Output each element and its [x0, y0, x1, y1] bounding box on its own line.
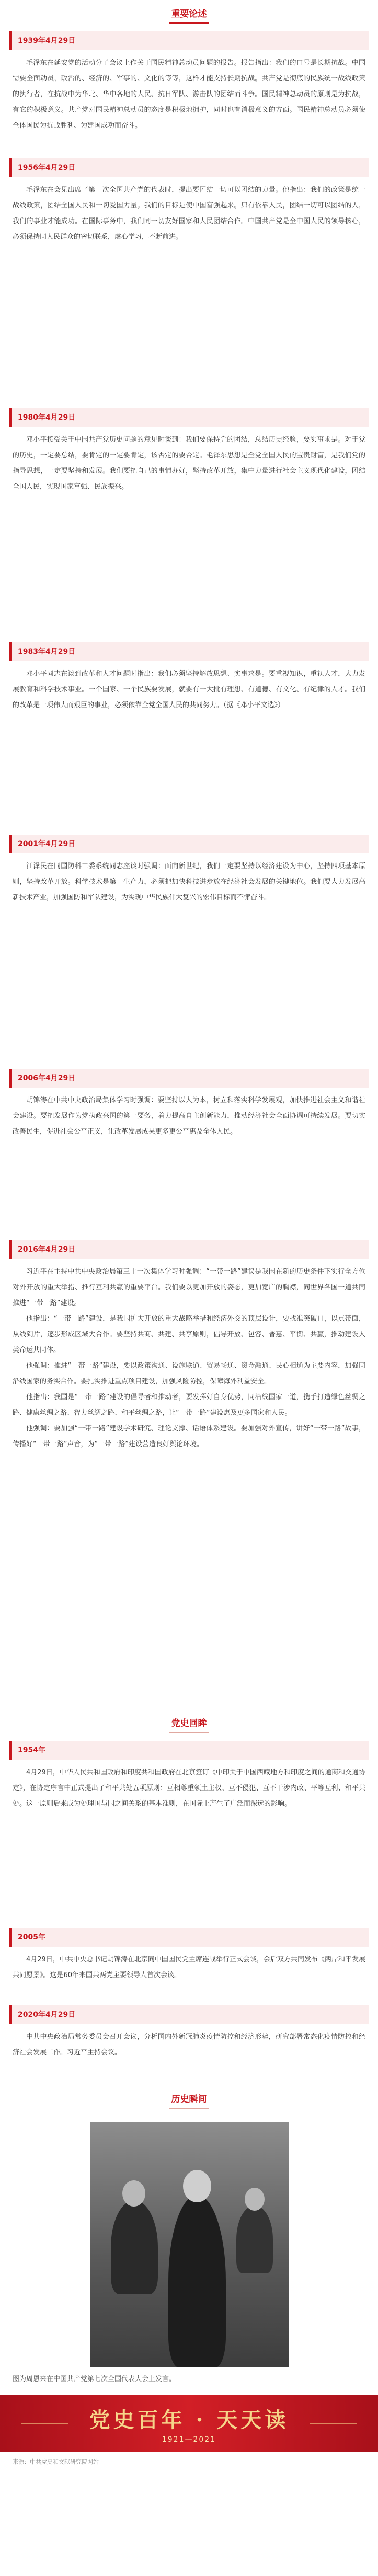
entry-date: 2006年4月29日 — [9, 1069, 369, 1088]
entry-date: 1956年4月29日 — [9, 158, 369, 177]
paragraph: 4月29日，中共中央总书记胡锦涛在北京同中国国民党主席连战举行正式会谈，会后双方共同发布《两岸和平发展共同愿景》。这是60年来国共两党主要领导人首次会谈。 — [13, 1956, 365, 1979]
photo-head-right — [245, 2188, 265, 2211]
entry-text — [13, 1952, 365, 1999]
entry-text — [13, 666, 365, 828]
entry-text — [13, 859, 365, 1062]
review-entry-1939 — [0, 31, 378, 152]
paragraph: 邓小平接受关于中国共产党历史问题的意见时谈到：我们要保持党的团结，总结历史经验，要实事求是。对于党的历史，一定要总结，要肯定的一定要肯定，该否定的要否定。毛泽东思想是全党全国人民的宝贵财富，是我们党的指导思想，一定要坚持和发展。我们要把自己的事情办好，坚持改革开放，集中力量进行社会主义现代化建设，团结全国人民，实现国家富强、民族振兴。 — [13, 436, 365, 491]
photo-head-left — [122, 2180, 145, 2207]
entry-date: 1939年4月29日 — [9, 31, 369, 50]
paragraph: 毛泽东在会见出席了第一次全国共产党的代表时，提出要团结一切可以团结的力量。他指出：我们的政策是统一战线政策，团结全国人民和一切爱国力量。我们的目标是使中国富强起来。只有依靠人民，团结一切可以团结的人，我们的事业才能成功。在国际事务中，我们同一切友好国家和人民团结合作。中国共产党是全中国人民的领导核心，必须保持同人民群众的密切联系，虚心学习，不断前进。 — [13, 186, 365, 241]
section-title-history: 党史回眸 — [169, 1717, 209, 1733]
section-title-photo: 历史瞬间 — [169, 2093, 209, 2109]
section-title-review: 重要论述 — [169, 8, 209, 24]
paragraph: 中共中央政治局常务委员会召开会议，分析国内外新冠肺炎疫情防控和经济形势，研究部署常态化疫情防控和经济社会发展工作。习近平主持会议。 — [13, 2033, 365, 2057]
review-entry-1983 — [0, 642, 378, 828]
entry-date: 2016年4月29日 — [9, 1240, 369, 1259]
entry-text — [13, 1765, 365, 1922]
section-header-history — [0, 1709, 378, 1741]
entry-date: 1983年4月29日 — [9, 642, 369, 661]
photo-figure-right — [236, 2205, 273, 2273]
photo-figure-left — [111, 2200, 158, 2294]
paragraph: 习近平在主持中共中央政治局第三十一次集体学习时强调：“一带一路”建议是我国在新的历史条件下实行全方位对外开放的重大举措、推行互利共赢的重要平台。我们要以更加开放的姿态，更加宽广的胸襟，同世界各国一道共同推进“一带一路”建设。 — [13, 1268, 365, 1307]
review-entry-1980 — [0, 408, 378, 636]
banner-ornament-left — [21, 2423, 68, 2424]
footer-banner — [0, 2395, 378, 2452]
paragraph: 4月29日，中华人民共和国政府和印度共和国政府在北京签订《中印关于中国西藏地方和印度之间的通商和交通协定》，在协定序言中正式提出了和平共处五项原则：互相尊重领土主权、互不侵犯、互不干涉内政、平等互利、和平共处。这一原则后来成为处理国与国之间关系的基本准则，在国际上产生了广泛而深远的影响。 — [13, 1769, 365, 1808]
paragraph: 邓小平同志在谈到改革和人才问题时指出：我们必须坚持解放思想、实事求是。要重视知识，重视人才，大力发展教育和科学技术事业。一个国家、一个民族要发展，就要有一大批有理想、有道德、有文化、有纪律的人才。我们的改革是一项伟大而艰巨的事业，必须依靠全党全国人民的共同努力。（据《邓小平文选》） — [13, 670, 365, 709]
photo-head-speaker — [183, 2170, 211, 2202]
paragraph: 胡锦涛在中共中央政治局集体学习时强调：要坚持以人为本，树立和落实科学发展观，加快推进社会主义和谐社会建设。要把发展作为党执政兴国的第一要务，着力提高自主创新能力，推动经济社会全面协调可持续发展。要切实改善民生，促进社会公平正义，让改革发展成果更多更公平惠及全体人民。 — [13, 1096, 365, 1136]
paragraph: 他强调：推进“一带一路”建设，要以政策沟通、设施联通、贸易畅通、资金融通、民心相通为主要内容，加强同沿线国家的务实合作。要扎实推进重点项目建设，加强风险防控，保障海外利益安全。 — [13, 1362, 365, 1385]
photo-figure-speaker — [168, 2195, 226, 2367]
entry-date: 2020年4月29日 — [9, 2005, 369, 2024]
entry-text — [13, 55, 365, 152]
section-header-review — [0, 0, 378, 31]
review-entry-2001 — [0, 835, 378, 1062]
paragraph: 他指出：“一带一路”建设，是我国扩大开放的重大战略举措和经济外交的顶层设计，要找准突破口，以点带面，从线到片，逐步形成区域大合作。要坚持共商、共建、共享原则，倡导开放、包容、普惠、平衡、共赢，推动建设人类命运共同体。 — [13, 1315, 365, 1354]
history-entry-2005 — [0, 1928, 378, 1999]
review-entry-2016 — [0, 1240, 378, 1703]
entry-text — [13, 182, 365, 402]
banner-ornament-right — [310, 2423, 357, 2424]
history-entry-2020 — [0, 2005, 378, 2079]
paragraph: 江泽民在同国防科工委系统同志座谈时强调：面向新世纪，我们一定要坚持以经济建设为中心，坚持四项基本原则，坚持改革开放。科学技术是第一生产力，必须把加快科技进步放在经济社会发展的关键地位。我们要大力发展高新技术产业，加强国防和军队建设，为实现中华民族伟大复兴的宏伟目标而不懈奋斗。 — [13, 862, 365, 902]
review-entry-2006 — [0, 1069, 378, 1234]
entry-text — [13, 2029, 365, 2079]
history-entry-1954 — [0, 1741, 378, 1922]
historical-photo — [90, 2122, 289, 2367]
entry-text — [13, 1264, 365, 1703]
entry-date: 2005年 — [9, 1928, 369, 1947]
entry-date: 1980年4月29日 — [9, 408, 369, 427]
paragraph: 他强调：要加强“一带一路”建设学术研究、理论支撑、话语体系建设。要加强对外宣传，讲好“一带一路”故事，传播好“一带一路”声音，为“一带一路”建设营造良好舆论环境。 — [13, 1425, 365, 1448]
entry-text — [13, 432, 365, 636]
banner-years: 1921—2021 — [162, 2435, 216, 2444]
photo-caption: 图为周恩来在中国共产党第七次全国代表大会上发言。 — [13, 2375, 176, 2383]
review-entry-1956 — [0, 158, 378, 402]
entry-date: 2001年4月29日 — [9, 835, 369, 853]
entry-text — [13, 1093, 365, 1234]
entry-date: 1954年 — [9, 1741, 369, 1760]
paragraph: 他指出：我国是“一带一路”建设的倡导者和推动者，要发挥好自身优势，同沿线国家一道，携手打造绿色丝绸之路、健康丝绸之路、智力丝绸之路、和平丝绸之路，让“一带一路”建设惠及更多国家和人民。 — [13, 1393, 365, 1417]
section-header-photo — [0, 2085, 378, 2117]
paragraph: 毛泽东在延安党的活动分子会议上作关于国民精神总动员问题的报告。报告指出：我们的口号是长期抗战。中国需要全面动员，政治的、经济的、军事的、文化的等等，这样才能支持长期抗战。共产党是彻底的民族统一战线政策的执行者，在抗战中为华北、华中各地的人民、抗日军队、游击队的团结而斗争。国民精神总动员的原则是为抗战，有它的积极意义。共产党对国民精神总动员的态度是积极地拥护，同时也有消极意义的方面。国民精神总动员必须使全体国民为抗战胜利、为建国成功而奋斗。 — [13, 59, 365, 130]
source-note: 来源：中共党史和文献研究院网站 — [13, 2458, 99, 2465]
banner-title: 党史百年 · 天天读 — [89, 2407, 289, 2432]
